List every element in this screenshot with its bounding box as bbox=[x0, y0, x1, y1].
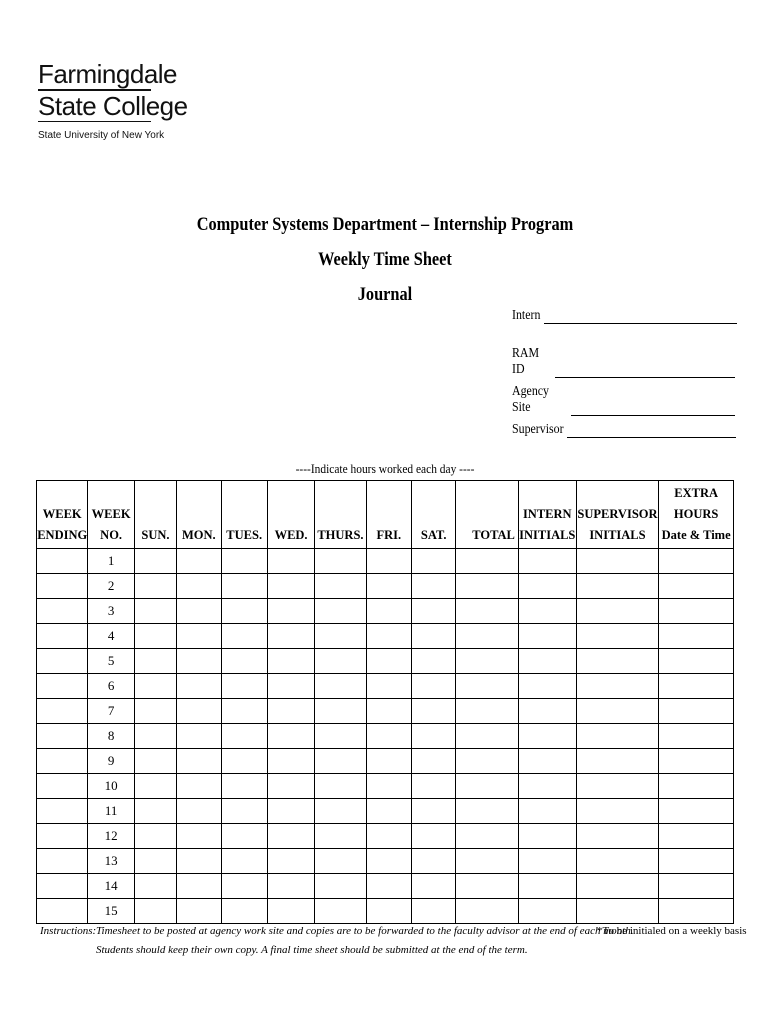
entry-cell[interactable] bbox=[576, 799, 659, 824]
header-extra-line-1: EXTRA bbox=[674, 486, 719, 500]
entry-cell[interactable] bbox=[366, 724, 411, 749]
agency-site-label: Agency Site bbox=[512, 384, 550, 415]
entry-cell[interactable] bbox=[412, 574, 456, 599]
entry-cell[interactable] bbox=[134, 649, 176, 674]
entry-cell[interactable] bbox=[576, 824, 659, 849]
entry-cell[interactable] bbox=[315, 749, 366, 774]
entry-cell[interactable] bbox=[267, 624, 314, 649]
header-week-ending bbox=[37, 481, 88, 549]
entry-cell[interactable] bbox=[366, 674, 411, 699]
entry-cell[interactable] bbox=[177, 874, 221, 899]
entry-cell[interactable] bbox=[659, 724, 734, 749]
entry-cell[interactable] bbox=[412, 824, 456, 849]
entry-cell[interactable] bbox=[134, 799, 176, 824]
entry-cell[interactable] bbox=[518, 549, 576, 574]
entry-cell[interactable] bbox=[315, 724, 366, 749]
entry-cell[interactable] bbox=[456, 774, 519, 799]
entry-cell[interactable] bbox=[456, 724, 519, 749]
table-row bbox=[37, 649, 734, 674]
entry-cell[interactable] bbox=[177, 699, 221, 724]
entry-cell[interactable] bbox=[177, 899, 221, 924]
entry-cell[interactable] bbox=[134, 849, 176, 874]
entry-cell[interactable] bbox=[37, 649, 88, 674]
ram-id-label: RAM ID bbox=[512, 346, 540, 377]
entry-cell[interactable] bbox=[177, 824, 221, 849]
entry-cell[interactable] bbox=[518, 649, 576, 674]
entry-cell[interactable] bbox=[518, 849, 576, 874]
entry-cell[interactable] bbox=[659, 574, 734, 599]
supervisor-line[interactable] bbox=[567, 423, 736, 438]
entry-cell[interactable] bbox=[518, 899, 576, 924]
entry-cell[interactable] bbox=[659, 774, 734, 799]
supervisor-field[interactable] bbox=[512, 422, 736, 438]
header-sat: SAT. bbox=[412, 481, 456, 549]
entry-cell[interactable] bbox=[177, 624, 221, 649]
entry-cell[interactable] bbox=[315, 874, 366, 899]
entry-cell[interactable] bbox=[576, 674, 659, 699]
entry-cell[interactable] bbox=[267, 574, 314, 599]
entry-cell[interactable] bbox=[366, 599, 411, 624]
title-department: Computer Systems Department – Internship Program bbox=[196, 214, 574, 235]
entry-cell[interactable] bbox=[456, 799, 519, 824]
entry-cell[interactable] bbox=[659, 824, 734, 849]
header-tues: TUES. bbox=[221, 481, 267, 549]
entry-cell[interactable] bbox=[267, 549, 314, 574]
entry-cell[interactable] bbox=[576, 599, 659, 624]
entry-cell[interactable] bbox=[518, 699, 576, 724]
entry-cell[interactable] bbox=[456, 649, 519, 674]
entry-cell[interactable] bbox=[37, 774, 88, 799]
entry-cell[interactable] bbox=[412, 899, 456, 924]
entry-cell[interactable] bbox=[659, 649, 734, 674]
entry-cell[interactable] bbox=[412, 749, 456, 774]
entry-cell[interactable] bbox=[456, 824, 519, 849]
agency-site-line[interactable] bbox=[571, 401, 735, 416]
header-extra-line-3: Date & Time bbox=[661, 528, 731, 542]
entry-cell[interactable] bbox=[659, 849, 734, 874]
entry-cell[interactable] bbox=[37, 699, 88, 724]
entry-cell[interactable] bbox=[366, 649, 411, 674]
week-number-cell: 9 bbox=[88, 749, 134, 774]
header-supervisor-line-1: SUPERVISOR bbox=[577, 507, 658, 521]
entry-cell[interactable] bbox=[659, 549, 734, 574]
instructions-line-1: Timesheet to be posted at agency work site and copies are to be forwarded to the faculty advisor at the end of each month. bbox=[96, 925, 634, 937]
timesheet-table bbox=[36, 480, 734, 924]
indicate-hours-note: ----Indicate hours worked each day ---- bbox=[295, 461, 475, 476]
entry-cell[interactable] bbox=[37, 899, 88, 924]
intern-line[interactable] bbox=[544, 309, 737, 324]
entry-cell[interactable] bbox=[315, 649, 366, 674]
entry-cell[interactable] bbox=[366, 549, 411, 574]
entry-cell[interactable] bbox=[267, 699, 314, 724]
entry-cell[interactable] bbox=[221, 699, 267, 724]
week-number-cell: 3 bbox=[88, 599, 134, 624]
logo-line-1: Farmingdale bbox=[38, 59, 178, 89]
week-number-cell: 13 bbox=[88, 849, 134, 874]
entry-cell[interactable] bbox=[576, 874, 659, 899]
entry-cell[interactable] bbox=[576, 724, 659, 749]
entry-cell[interactable] bbox=[456, 749, 519, 774]
entry-cell[interactable] bbox=[576, 549, 659, 574]
week-number-cell: 6 bbox=[88, 674, 134, 699]
header-fri: FRI. bbox=[366, 481, 411, 549]
entry-cell[interactable] bbox=[37, 799, 88, 824]
entry-cell[interactable] bbox=[134, 674, 176, 699]
entry-cell[interactable] bbox=[37, 849, 88, 874]
entry-cell[interactable] bbox=[177, 649, 221, 674]
entry-cell[interactable] bbox=[412, 849, 456, 874]
entry-cell[interactable] bbox=[177, 549, 221, 574]
entry-cell[interactable] bbox=[221, 799, 267, 824]
entry-cell[interactable] bbox=[412, 674, 456, 699]
table-row bbox=[37, 674, 734, 699]
entry-cell[interactable] bbox=[412, 699, 456, 724]
entry-cell[interactable] bbox=[518, 674, 576, 699]
header-week-ending-line-1: WEEK bbox=[42, 507, 82, 521]
week-number-cell: 7 bbox=[88, 699, 134, 724]
entry-cell[interactable] bbox=[267, 774, 314, 799]
entry-cell[interactable] bbox=[177, 599, 221, 624]
entry-cell[interactable] bbox=[134, 874, 176, 899]
week-number-cell: 1 bbox=[88, 549, 134, 574]
entry-cell[interactable] bbox=[412, 724, 456, 749]
entry-cell[interactable] bbox=[315, 799, 366, 824]
header-extra-line-2: HOURS bbox=[673, 507, 719, 521]
entry-cell[interactable] bbox=[37, 824, 88, 849]
instructions-line-2: Students should keep their own copy. A final time sheet should be submitted at the end of the term. bbox=[96, 944, 528, 956]
entry-cell[interactable] bbox=[267, 899, 314, 924]
table-row bbox=[37, 899, 734, 924]
entry-cell[interactable] bbox=[221, 599, 267, 624]
entry-cell[interactable] bbox=[134, 749, 176, 774]
entry-cell[interactable] bbox=[456, 549, 519, 574]
entry-cell[interactable] bbox=[221, 549, 267, 574]
table-row bbox=[37, 599, 734, 624]
header-wed: WED. bbox=[267, 481, 314, 549]
entry-cell[interactable] bbox=[221, 674, 267, 699]
entry-cell[interactable] bbox=[134, 724, 176, 749]
header-week-no bbox=[88, 481, 134, 549]
entry-cell[interactable] bbox=[518, 599, 576, 624]
entry-cell[interactable] bbox=[576, 649, 659, 674]
header-intern-initials bbox=[518, 481, 576, 549]
entry-cell[interactable] bbox=[267, 724, 314, 749]
entry-cell[interactable] bbox=[221, 749, 267, 774]
table-row bbox=[37, 574, 734, 599]
table-header-row bbox=[37, 481, 734, 549]
instructions-label: Instructions: bbox=[40, 925, 97, 937]
entry-cell[interactable] bbox=[267, 674, 314, 699]
header-thurs: THURS. bbox=[315, 481, 366, 549]
entry-cell[interactable] bbox=[221, 574, 267, 599]
logo-rule bbox=[38, 121, 151, 123]
entry-cell[interactable] bbox=[37, 674, 88, 699]
entry-cell[interactable] bbox=[134, 699, 176, 724]
entry-cell[interactable] bbox=[659, 624, 734, 649]
header-week-no-line-2: NO. bbox=[100, 528, 123, 542]
entry-cell[interactable] bbox=[518, 624, 576, 649]
entry-cell[interactable] bbox=[366, 874, 411, 899]
table-row bbox=[37, 549, 734, 574]
entry-cell[interactable] bbox=[576, 624, 659, 649]
entry-cell[interactable] bbox=[177, 849, 221, 874]
table-row bbox=[37, 749, 734, 774]
entry-cell[interactable] bbox=[456, 849, 519, 874]
entry-cell[interactable] bbox=[267, 599, 314, 624]
header-supervisor-line-2: INITIALS bbox=[589, 528, 646, 542]
entry-cell[interactable] bbox=[366, 749, 411, 774]
entry-cell[interactable] bbox=[576, 699, 659, 724]
entry-cell[interactable] bbox=[366, 624, 411, 649]
entry-cell[interactable] bbox=[412, 549, 456, 574]
intern-label: Intern bbox=[512, 308, 541, 323]
entry-cell[interactable] bbox=[267, 874, 314, 899]
entry-cell[interactable] bbox=[366, 849, 411, 874]
table-row bbox=[37, 799, 734, 824]
table-row bbox=[37, 724, 734, 749]
table-row bbox=[37, 699, 734, 724]
entry-cell[interactable] bbox=[315, 899, 366, 924]
table-row bbox=[37, 624, 734, 649]
entry-cell[interactable] bbox=[456, 674, 519, 699]
entry-cell[interactable] bbox=[134, 549, 176, 574]
entry-cell[interactable] bbox=[267, 824, 314, 849]
supervisor-label: Supervisor bbox=[512, 422, 564, 437]
logo-line-3: State University of New York bbox=[38, 130, 165, 141]
entry-cell[interactable] bbox=[412, 874, 456, 899]
entry-cell[interactable] bbox=[134, 899, 176, 924]
entry-cell[interactable] bbox=[177, 749, 221, 774]
entry-cell[interactable] bbox=[659, 599, 734, 624]
entry-cell[interactable] bbox=[315, 624, 366, 649]
entry-cell[interactable] bbox=[366, 774, 411, 799]
week-number-cell: 4 bbox=[88, 624, 134, 649]
entry-cell[interactable] bbox=[412, 624, 456, 649]
entry-cell[interactable] bbox=[366, 574, 411, 599]
header-mon: MON. bbox=[177, 481, 221, 549]
week-number-cell: 10 bbox=[88, 774, 134, 799]
entry-cell[interactable] bbox=[37, 874, 88, 899]
entry-cell[interactable] bbox=[177, 799, 221, 824]
entry-cell[interactable] bbox=[659, 699, 734, 724]
entry-cell[interactable] bbox=[177, 774, 221, 799]
entry-cell[interactable] bbox=[221, 774, 267, 799]
entry-cell[interactable] bbox=[518, 749, 576, 774]
entry-cell[interactable] bbox=[659, 899, 734, 924]
entry-cell[interactable] bbox=[366, 799, 411, 824]
entry-cell[interactable] bbox=[37, 624, 88, 649]
header-intern-line-1: INTERN bbox=[522, 507, 572, 521]
entry-cell[interactable] bbox=[315, 699, 366, 724]
intern-field[interactable] bbox=[512, 308, 737, 324]
entry-cell[interactable] bbox=[315, 599, 366, 624]
table-row bbox=[37, 824, 734, 849]
entry-cell[interactable] bbox=[37, 749, 88, 774]
entry-cell[interactable] bbox=[221, 899, 267, 924]
entry-cell[interactable] bbox=[576, 574, 659, 599]
entry-cell[interactable] bbox=[315, 549, 366, 574]
entry-cell[interactable] bbox=[221, 724, 267, 749]
entry-cell[interactable] bbox=[221, 624, 267, 649]
entry-cell[interactable] bbox=[518, 874, 576, 899]
entry-cell[interactable] bbox=[134, 574, 176, 599]
header-supervisor-initials bbox=[576, 481, 659, 549]
header-week-ending-line-2: ENDING bbox=[37, 528, 88, 542]
week-number-cell: 15 bbox=[88, 899, 134, 924]
entry-cell[interactable] bbox=[267, 799, 314, 824]
entry-cell[interactable] bbox=[37, 599, 88, 624]
entry-cell[interactable] bbox=[37, 724, 88, 749]
entry-cell[interactable] bbox=[267, 649, 314, 674]
table-row bbox=[37, 774, 734, 799]
title-journal: Journal bbox=[357, 284, 413, 305]
week-number-cell: 2 bbox=[88, 574, 134, 599]
entry-cell[interactable] bbox=[456, 624, 519, 649]
entry-cell[interactable] bbox=[456, 874, 519, 899]
entry-cell[interactable] bbox=[134, 599, 176, 624]
ram-id-field[interactable] bbox=[512, 346, 735, 378]
entry-cell[interactable] bbox=[659, 674, 734, 699]
entry-cell[interactable] bbox=[221, 849, 267, 874]
entry-cell[interactable] bbox=[518, 824, 576, 849]
agency-site-field[interactable] bbox=[512, 384, 735, 416]
entry-cell[interactable] bbox=[456, 599, 519, 624]
entry-cell[interactable] bbox=[366, 824, 411, 849]
entry-cell[interactable] bbox=[315, 849, 366, 874]
entry-cell[interactable] bbox=[221, 874, 267, 899]
entry-cell[interactable] bbox=[37, 549, 88, 574]
entry-cell[interactable] bbox=[366, 699, 411, 724]
entry-cell[interactable] bbox=[315, 674, 366, 699]
header-extra-hours bbox=[659, 481, 734, 549]
entry-cell[interactable] bbox=[518, 574, 576, 599]
entry-cell[interactable] bbox=[221, 824, 267, 849]
entry-cell[interactable] bbox=[412, 799, 456, 824]
entry-cell[interactable] bbox=[134, 824, 176, 849]
entry-cell[interactable] bbox=[518, 724, 576, 749]
entry-cell[interactable] bbox=[134, 624, 176, 649]
entry-cell[interactable] bbox=[518, 799, 576, 824]
entry-cell[interactable] bbox=[177, 674, 221, 699]
entry-cell[interactable] bbox=[659, 874, 734, 899]
entry-cell[interactable] bbox=[412, 599, 456, 624]
week-number-cell: 8 bbox=[88, 724, 134, 749]
week-number-cell: 11 bbox=[88, 799, 134, 824]
entry-cell[interactable] bbox=[456, 699, 519, 724]
entry-cell[interactable] bbox=[177, 574, 221, 599]
entry-cell[interactable] bbox=[659, 799, 734, 824]
college-logo bbox=[38, 60, 188, 141]
entry-cell[interactable] bbox=[267, 849, 314, 874]
table-row bbox=[37, 849, 734, 874]
entry-cell[interactable] bbox=[315, 774, 366, 799]
entry-cell[interactable] bbox=[456, 899, 519, 924]
instructions bbox=[40, 922, 633, 960]
ram-id-line[interactable] bbox=[555, 363, 735, 378]
entry-cell[interactable] bbox=[576, 899, 659, 924]
entry-cell[interactable] bbox=[412, 774, 456, 799]
header-total: TOTAL bbox=[456, 481, 519, 549]
table-row bbox=[37, 874, 734, 899]
entry-cell[interactable] bbox=[134, 774, 176, 799]
header-intern-line-2: INITIALS bbox=[519, 528, 576, 542]
week-number-cell: 12 bbox=[88, 824, 134, 849]
entry-cell[interactable] bbox=[37, 574, 88, 599]
entry-cell[interactable] bbox=[366, 899, 411, 924]
entry-cell[interactable] bbox=[659, 749, 734, 774]
week-number-cell: 14 bbox=[88, 874, 134, 899]
weekly-initial-note: *To be initialed on a weekly basis bbox=[597, 925, 747, 937]
entry-cell[interactable] bbox=[518, 774, 576, 799]
week-number-cell: 5 bbox=[88, 649, 134, 674]
entry-cell[interactable] bbox=[267, 749, 314, 774]
entry-cell[interactable] bbox=[576, 749, 659, 774]
entry-cell[interactable] bbox=[315, 824, 366, 849]
entry-cell[interactable] bbox=[177, 724, 221, 749]
header-week-no-line-1: WEEK bbox=[91, 507, 131, 521]
entry-cell[interactable] bbox=[412, 649, 456, 674]
document-title bbox=[0, 207, 770, 312]
entry-cell[interactable] bbox=[576, 849, 659, 874]
entry-cell[interactable] bbox=[576, 774, 659, 799]
entry-cell[interactable] bbox=[221, 649, 267, 674]
header-sun: SUN. bbox=[134, 481, 176, 549]
title-timesheet: Weekly Time Sheet bbox=[318, 249, 452, 270]
entry-cell[interactable] bbox=[456, 574, 519, 599]
entry-cell[interactable] bbox=[315, 574, 366, 599]
logo-line-2: State College bbox=[38, 90, 188, 121]
